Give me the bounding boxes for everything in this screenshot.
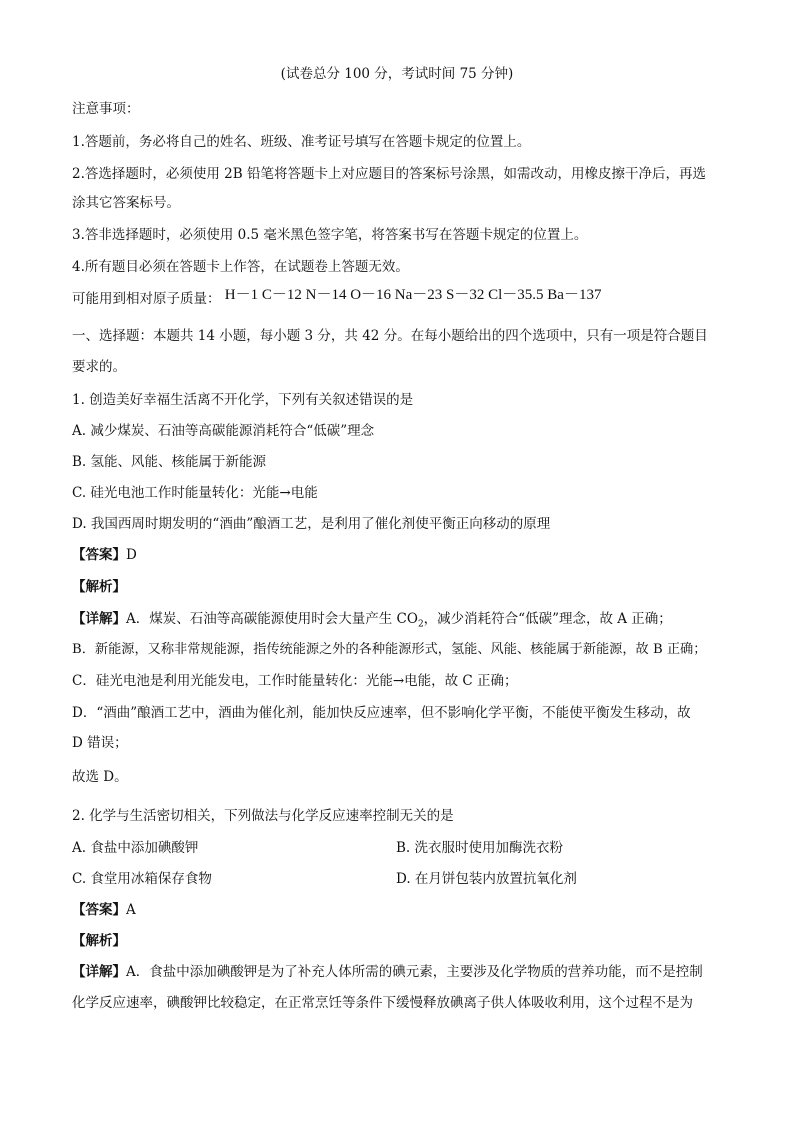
answer-value: A — [126, 902, 136, 918]
section-heading: 一、选择题：本题共 14 小题，每小题 3 分，共 42 分。在每小题给出的四个选项中，只有一项是符合题目 — [72, 328, 708, 344]
q1-option-b: B. 氢能、风能、核能属于新能源 — [72, 454, 267, 470]
q1-stem: 1. 创造美好幸福生活离不开化学，下列有关叙述错误的是 — [72, 392, 414, 408]
q1-detail-a — [72, 609, 672, 629]
q1-option-c: C. 硅光电池工作时能量转化：光能→电能 — [72, 485, 318, 501]
q2-answer — [72, 900, 136, 920]
q1-conclusion: 故选 D。 — [72, 769, 128, 785]
q2-option-a: A. 食盐中添加碘酸钾 — [72, 840, 199, 856]
answer-label: 【答案】 — [72, 902, 126, 918]
q1-option-d: D. 我国西周时期发明的“酒曲”酿酒工艺，是利用了催化剂使平衡正向移动的原理 — [72, 516, 551, 532]
q1-option-a: A. 减少煤炭、石油等高碳能源消耗符合“低碳”理念 — [72, 423, 375, 439]
detail-label: 【详解】 — [72, 611, 126, 627]
q1-detail-b: B．新能源，又称非常规能源，指传统能源之外的各种能源形式，氢能、风能、核能属于新能源，故 B 正确； — [72, 642, 707, 657]
exam-header: (试卷总分 100 分，考试时间 75 分钟) — [280, 66, 514, 82]
detail-text: A．煤炭、石油等高碳能源使用时会大量产生 CO — [126, 611, 418, 627]
q2-detail-a — [72, 962, 703, 982]
detail-text: ，减少消耗符合“低碳”理念，故 A 正确； — [423, 611, 672, 627]
q2-option-c: C. 食堂用冰箱保存食物 — [72, 871, 212, 887]
q1-detail-c: C．硅光电池是利用光能发电，工作时能量转化：光能→电能，故 C 正确； — [72, 673, 518, 689]
notice-item: 4.所有题目必须在答题卡上作答，在试题卷上答题无效。 — [72, 259, 409, 275]
q1-answer — [72, 545, 137, 565]
q2-detail-a-cont: 化学反应速率，碘酸钾比较稳定，在正常烹饪等条件下缓慢释放碘离子供人体吸收利用，这个过程不是为 — [72, 995, 693, 1011]
answer-value: D — [126, 547, 137, 563]
q1-detail-d-cont: D 错误； — [72, 735, 128, 751]
notice-item: 2.答选择题时，必须使用 2B 铅笔将答题卡上对应题目的答案标号涂黑，如需改动，用橡皮擦干净后，再选 — [72, 166, 706, 182]
q2-stem: 2. 化学与生活密切相关，下列做法与化学反应速率控制无关的是 — [72, 808, 454, 824]
atomic-mass-line — [72, 289, 601, 309]
atomic-mass-values: H－1 C－12 N－14 O－16 Na－23 S－32 Cl－35.5 Ba－137 — [224, 287, 602, 303]
q2-option-b: B. 洗衣服时使用加酶洗衣粉 — [396, 840, 564, 856]
q2-option-d: D. 在月饼包装内放置抗氧化剂 — [396, 871, 577, 887]
detail-text: A．食盐中添加碘酸钾是为了补充人体所需的碘元素，主要涉及化学物质的营养功能，而不是控制 — [126, 964, 703, 980]
notice-title: 注意事项： — [72, 101, 140, 117]
q1-analysis-label: 【解析】 — [72, 579, 126, 595]
q1-detail-d: D．“酒曲”酿酒工艺中，酒曲为催化剂，能加快反应速率，但不影响化学平衡，不能使平衡发生移动，故 — [72, 705, 691, 721]
detail-label: 【详解】 — [72, 964, 126, 980]
atomic-mass-label: 可能用到相对原子质量： — [72, 291, 221, 307]
answer-label: 【答案】 — [72, 547, 126, 563]
detail-subscript: 2 — [417, 619, 424, 630]
notice-item: 1.答题前，务必将自己的姓名、班级、准考证号填写在答题卡规定的位置上。 — [72, 134, 531, 150]
notice-item: 涂其它答案标号。 — [72, 195, 180, 211]
notice-item: 3.答非选择题时，必须使用 0.5 毫米黑色签字笔，将答案书写在答题卡规定的位置上。 — [72, 227, 588, 243]
q2-analysis-label: 【解析】 — [72, 933, 126, 949]
section-heading-cont: 要求的。 — [72, 359, 126, 375]
